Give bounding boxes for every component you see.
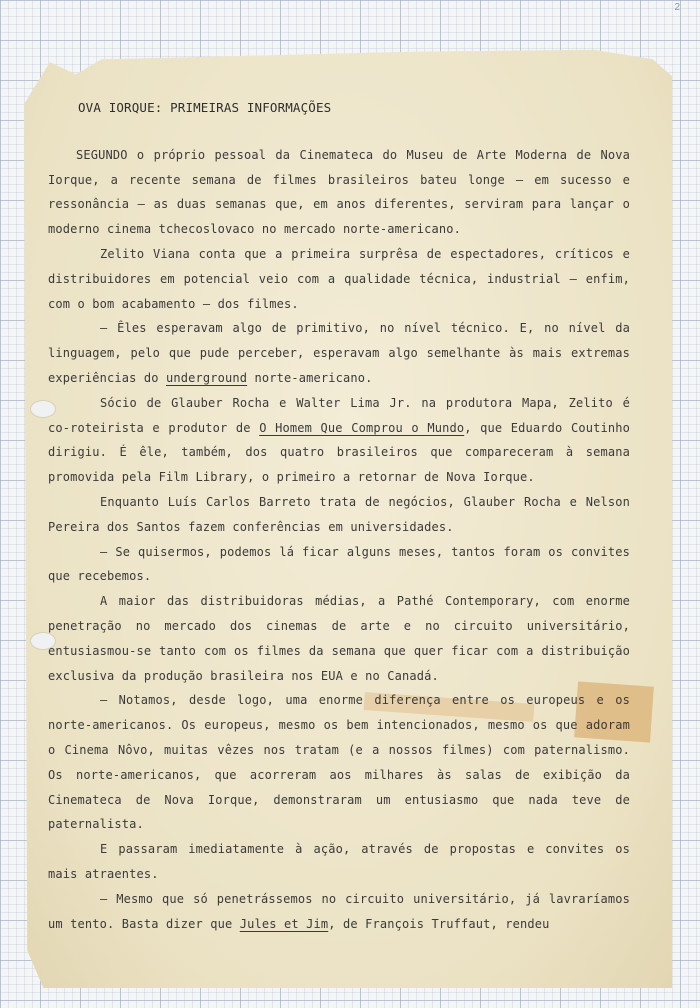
paragraph-text: , que Eduardo Coutinho dirigiu. É êle, também, dos quatro brasileiros que compareceram à semana promovida pela Film Library, o primeiro a retornar de Nova Iorque. bbox=[48, 420, 630, 485]
paragraph bbox=[48, 143, 630, 242]
paragraph bbox=[48, 887, 630, 937]
paragraph-text: A maior das distribuidoras médias, a Pathé Contemporary, com enorme penetração no mercado dos cinemas de arte e no circuito universitário, entusiasmou-se tanto com os filmes da semana que quer ficar com a distribuição exclusiva da produção brasileira nos EUA e no Canadá. bbox=[48, 594, 630, 683]
paragraph bbox=[48, 316, 630, 390]
document-title: OVA IORQUE: PRIMEIRAS INFORMAÇÕES bbox=[78, 100, 332, 115]
paragraph bbox=[48, 540, 630, 590]
paragraph-text: , de François Truffaut, rendeu bbox=[328, 916, 550, 931]
paragraph-text: — Mesmo que só penetrássemos no circuito universitário, já lavraríamos um tento. Basta dizer que bbox=[48, 891, 630, 931]
paragraph-text: SEGUNDO o próprio pessoal da Cinemateca do Museu de Arte Moderna de Nova Iorque, a recente semana de filmes brasileiros bateu longe — em sucesso e ressonância — as duas semanas que, em anos diferentes, serviram para lançar o moderno cinema tchecoslovaco no mercado norte-americano. bbox=[48, 147, 630, 237]
paragraph bbox=[48, 688, 630, 837]
underlined-title: underground bbox=[166, 370, 248, 385]
paragraph bbox=[48, 837, 630, 887]
paragraph bbox=[48, 589, 630, 688]
paragraph-text: E passaram imediatamente à ação, através de propostas e convites os mais atraentes. bbox=[48, 842, 630, 881]
paragraph bbox=[48, 391, 630, 490]
underlined-title: Jules et Jim bbox=[239, 916, 329, 931]
grid-sheet-number: 2 bbox=[674, 2, 680, 13]
paragraph-text: — Notamos, desde logo, uma enorme diferença entre os europeus e os norte-americanos. Os europeus, mesmo os bem intencionados, mesmo os que adoram o Cinema Nôvo, muitas vêzes nos tratam (e a nossos filmes) com paternalismo. Os norte-americanos, que acorreram aos milhares às salas de exibição da Cinemateca de Nova Iorque, demonstraram um entusiasmo que nada teve de paternalista. bbox=[48, 693, 630, 832]
paragraph bbox=[48, 490, 630, 540]
paragraph-text: Enquanto Luís Carlos Barreto trata de negócios, Glauber Rocha e Nelson Pereira dos Santos fazem conferências em universidades. bbox=[48, 494, 630, 534]
paragraph-text: Zelito Viana conta que a primeira surprêsa de espectadores, críticos e distribuidores em potencial veio com a qualidade técnica, industrial — enfim, com o bom acabamento — dos filmes. bbox=[48, 246, 630, 311]
document-body bbox=[48, 96, 630, 936]
paragraph bbox=[48, 242, 630, 316]
paragraph-text: — Se quisermos, podemos lá ficar alguns meses, tantos foram os convites que recebemos. bbox=[48, 544, 630, 584]
paragraph-text: norte-americano. bbox=[247, 370, 373, 385]
paragraph-text: — Êles esperavam algo de primitivo, no nível técnico. E, no nível da linguagem, pelo que pude perceber, esperavam algo semelhante às mais extremas experiências do bbox=[48, 321, 630, 385]
underlined-title: O Homem Que Comprou o Mundo bbox=[259, 420, 465, 435]
paragraph-text: Sócio de Glauber Rocha e Walter Lima Jr. na produtora Mapa, Zelito é co-roteirista e produtor de bbox=[48, 395, 630, 435]
paragraph-list bbox=[48, 143, 630, 937]
